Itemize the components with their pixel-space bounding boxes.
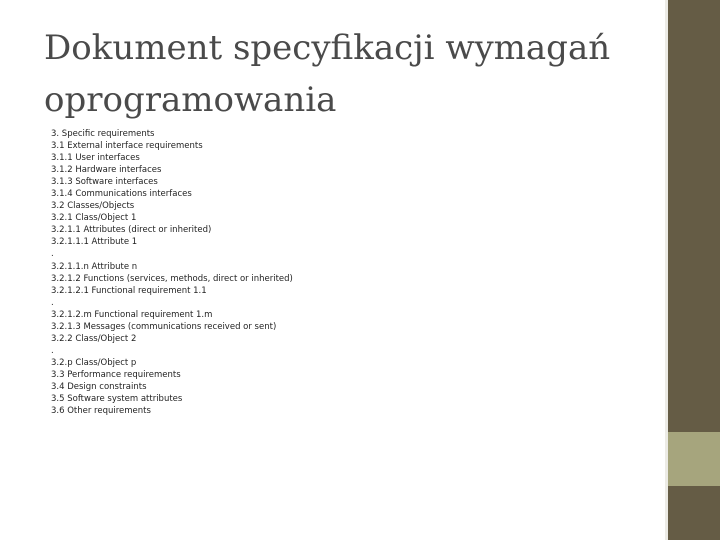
- list-item: 3. Specific requirements: [51, 129, 155, 139]
- list-item: 3.2.p Class/Object p: [51, 357, 137, 368]
- list-item: 3.1.3 Software interfaces: [51, 177, 158, 188]
- list-item: 3.2.1.1.n Attribute n: [51, 261, 138, 272]
- list-item: 3.2.1.1.1 Attribute 1: [51, 237, 138, 248]
- sidebar-accent-block: [668, 432, 720, 486]
- list-item: 3.3 Performance requirements: [51, 369, 181, 380]
- list-item: .: [51, 345, 54, 356]
- list-item: 3.2.1.3 Messages (communications received or sent): [51, 321, 277, 332]
- decorative-sidebar: [665, 0, 720, 540]
- list-item: 3.1.1 User interfaces: [51, 153, 140, 164]
- list-item: 3.2.1.2.1 Functional requirement 1.1: [51, 285, 207, 296]
- list-item: 3.2.1.1 Attributes (direct or inherited): [51, 225, 212, 236]
- list-item: 3.1.2 Hardware interfaces: [51, 165, 162, 176]
- slide-title: Dokument specyfikacji wymagań oprogramowania: [44, 28, 611, 120]
- list-item: 3.2.2 Class/Object 2: [51, 333, 137, 344]
- list-item: 3.4 Design constraints: [51, 381, 147, 392]
- list-item: 3.6 Other requirements: [51, 406, 151, 417]
- list-item: 3.5 Software system attributes: [51, 394, 183, 405]
- list-item: .: [51, 249, 54, 260]
- list-item: 3.1.4 Communications interfaces: [51, 189, 192, 200]
- list-item: 3.2 Classes/Objects: [51, 201, 135, 212]
- list-item: 3.2.1.2.m Functional requirement 1.m: [51, 309, 213, 320]
- list-item: 3.2.1 Class/Object 1: [51, 213, 137, 224]
- requirements-list: [51, 128, 611, 417]
- list-item: 3.1 External interface requirements: [51, 141, 203, 152]
- list-item: .: [51, 297, 54, 308]
- list-item: 3.2.1.2 Functions (services, methods, direct or inherited): [51, 273, 293, 284]
